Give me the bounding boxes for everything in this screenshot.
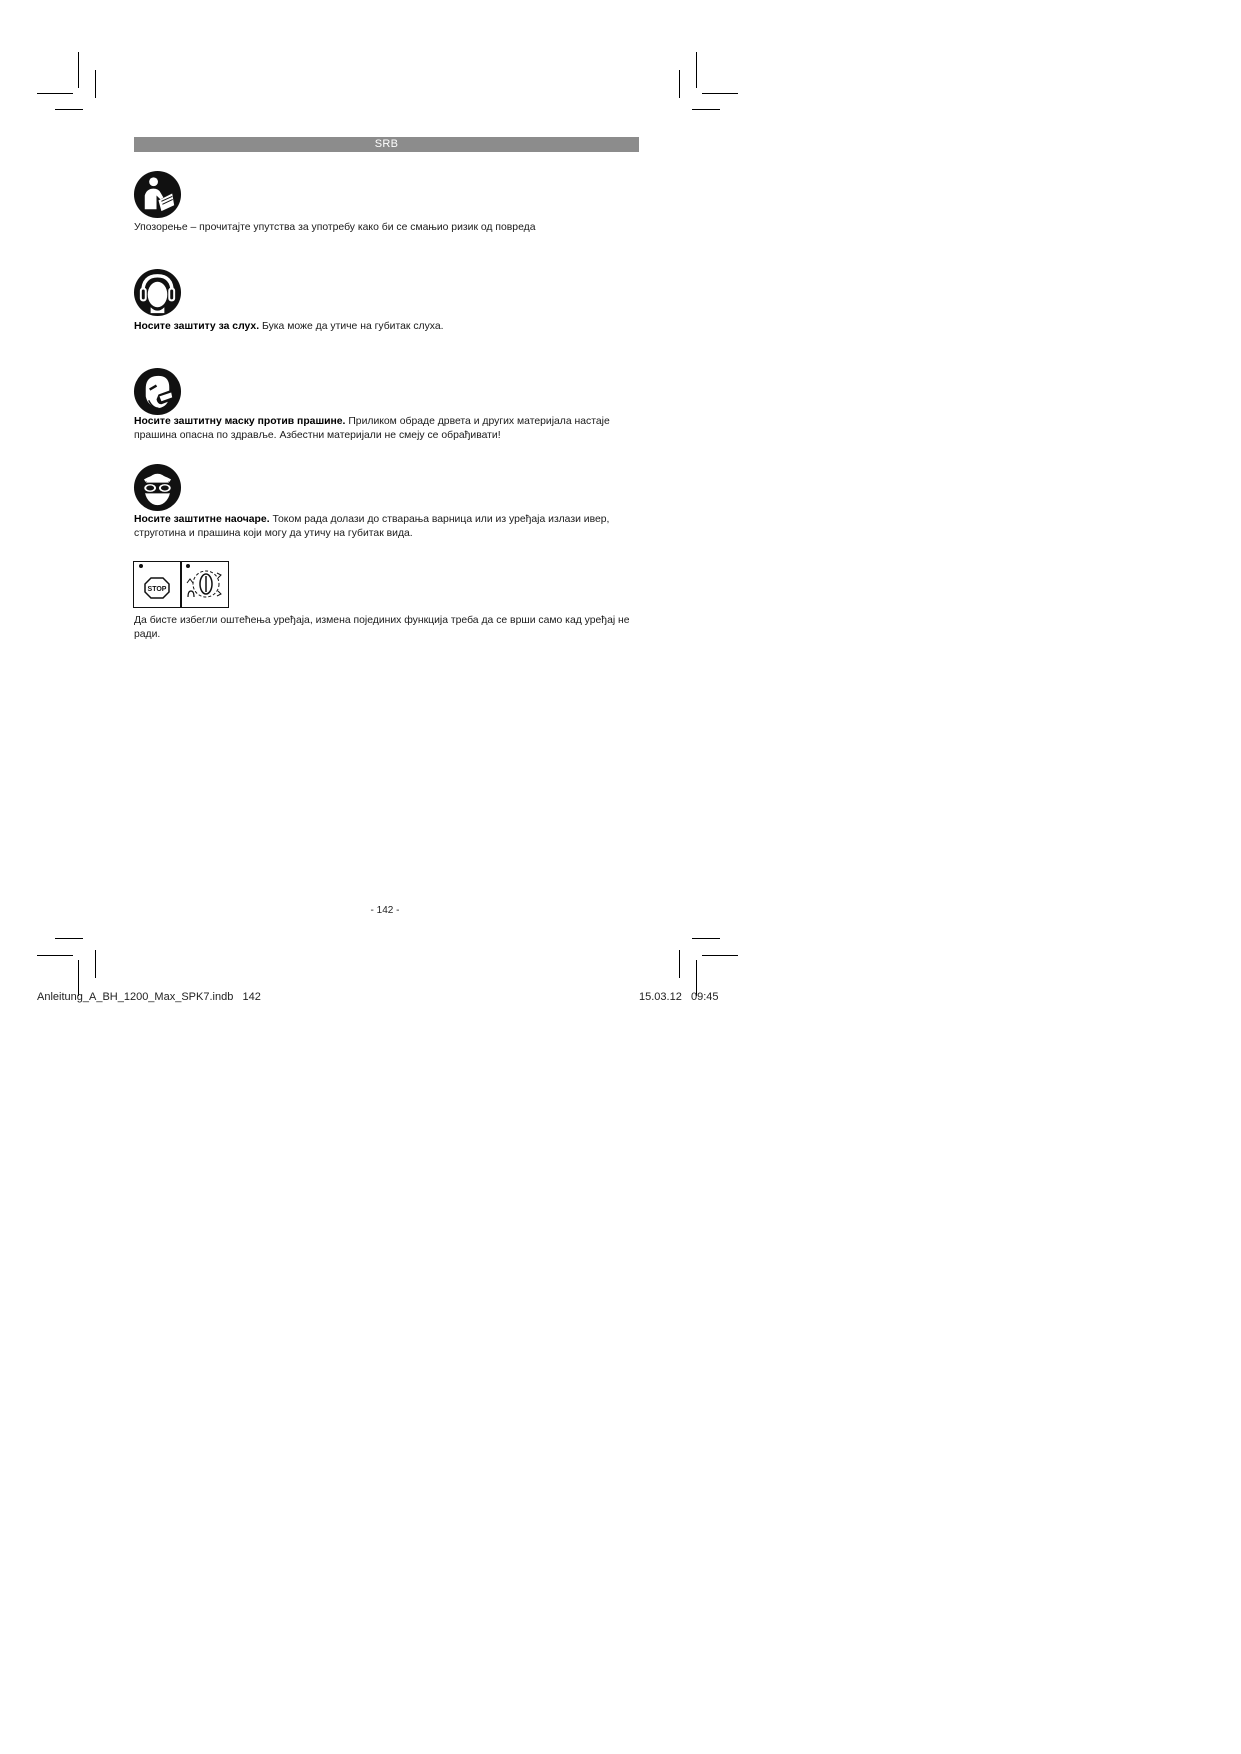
hearing-protection-icon: [133, 268, 182, 317]
safety-goggles-icon: [133, 463, 182, 512]
footer-datetime: 15.03.12 09:45: [639, 991, 719, 1003]
dust-mask-icon: [133, 367, 182, 416]
crop-mark: [37, 955, 73, 956]
crop-mark: [696, 52, 697, 88]
stop-switch-icon: [133, 561, 229, 608]
crop-mark: [55, 938, 83, 939]
crop-mark: [55, 109, 83, 110]
crop-mark: [78, 52, 79, 88]
stop-switch-text: Да бисте избегли оштећења уређаја, измена појединих функција треба да се врши само кад уређај не ради.: [134, 615, 630, 640]
crop-mark: [692, 109, 720, 110]
page-number: - 142 -: [370, 905, 400, 916]
language-code: SRB: [374, 138, 399, 150]
crop-mark: [702, 955, 738, 956]
crop-mark: [679, 950, 680, 978]
crop-mark: [37, 93, 73, 94]
language-header-bar: [134, 137, 639, 152]
safety-goggles-text: Носите заштитне наочаре. Током рада долази до стварања варница или из уређаја излази ивер, струготина и прашина који могу да утичу на губитак вида.: [134, 514, 610, 539]
crop-mark: [95, 950, 96, 978]
dust-mask-text: Носите заштитну маску против прашине. Приликом обраде дрвета и других материјала настаје прашина опасна по здравље. Азбестни материјали не смеју се обрађивати!: [134, 416, 610, 441]
read-manual-icon: [133, 170, 182, 219]
crop-mark: [692, 938, 720, 939]
stop-sign-label: STOP: [147, 586, 167, 593]
warning-read-manual-text: Упозорење – прочитајте упутства за употребу како би се смањио ризик од повреда: [134, 222, 536, 233]
hearing-protection-text: Носите заштиту за слух. Бука може да утиче на губитак слуха.: [134, 321, 444, 332]
footer-file-name: Anleitung_A_BH_1200_Max_SPK7.indb 142: [37, 991, 261, 1003]
crop-mark: [679, 70, 680, 98]
crop-mark: [702, 93, 738, 94]
crop-mark: [95, 70, 96, 98]
